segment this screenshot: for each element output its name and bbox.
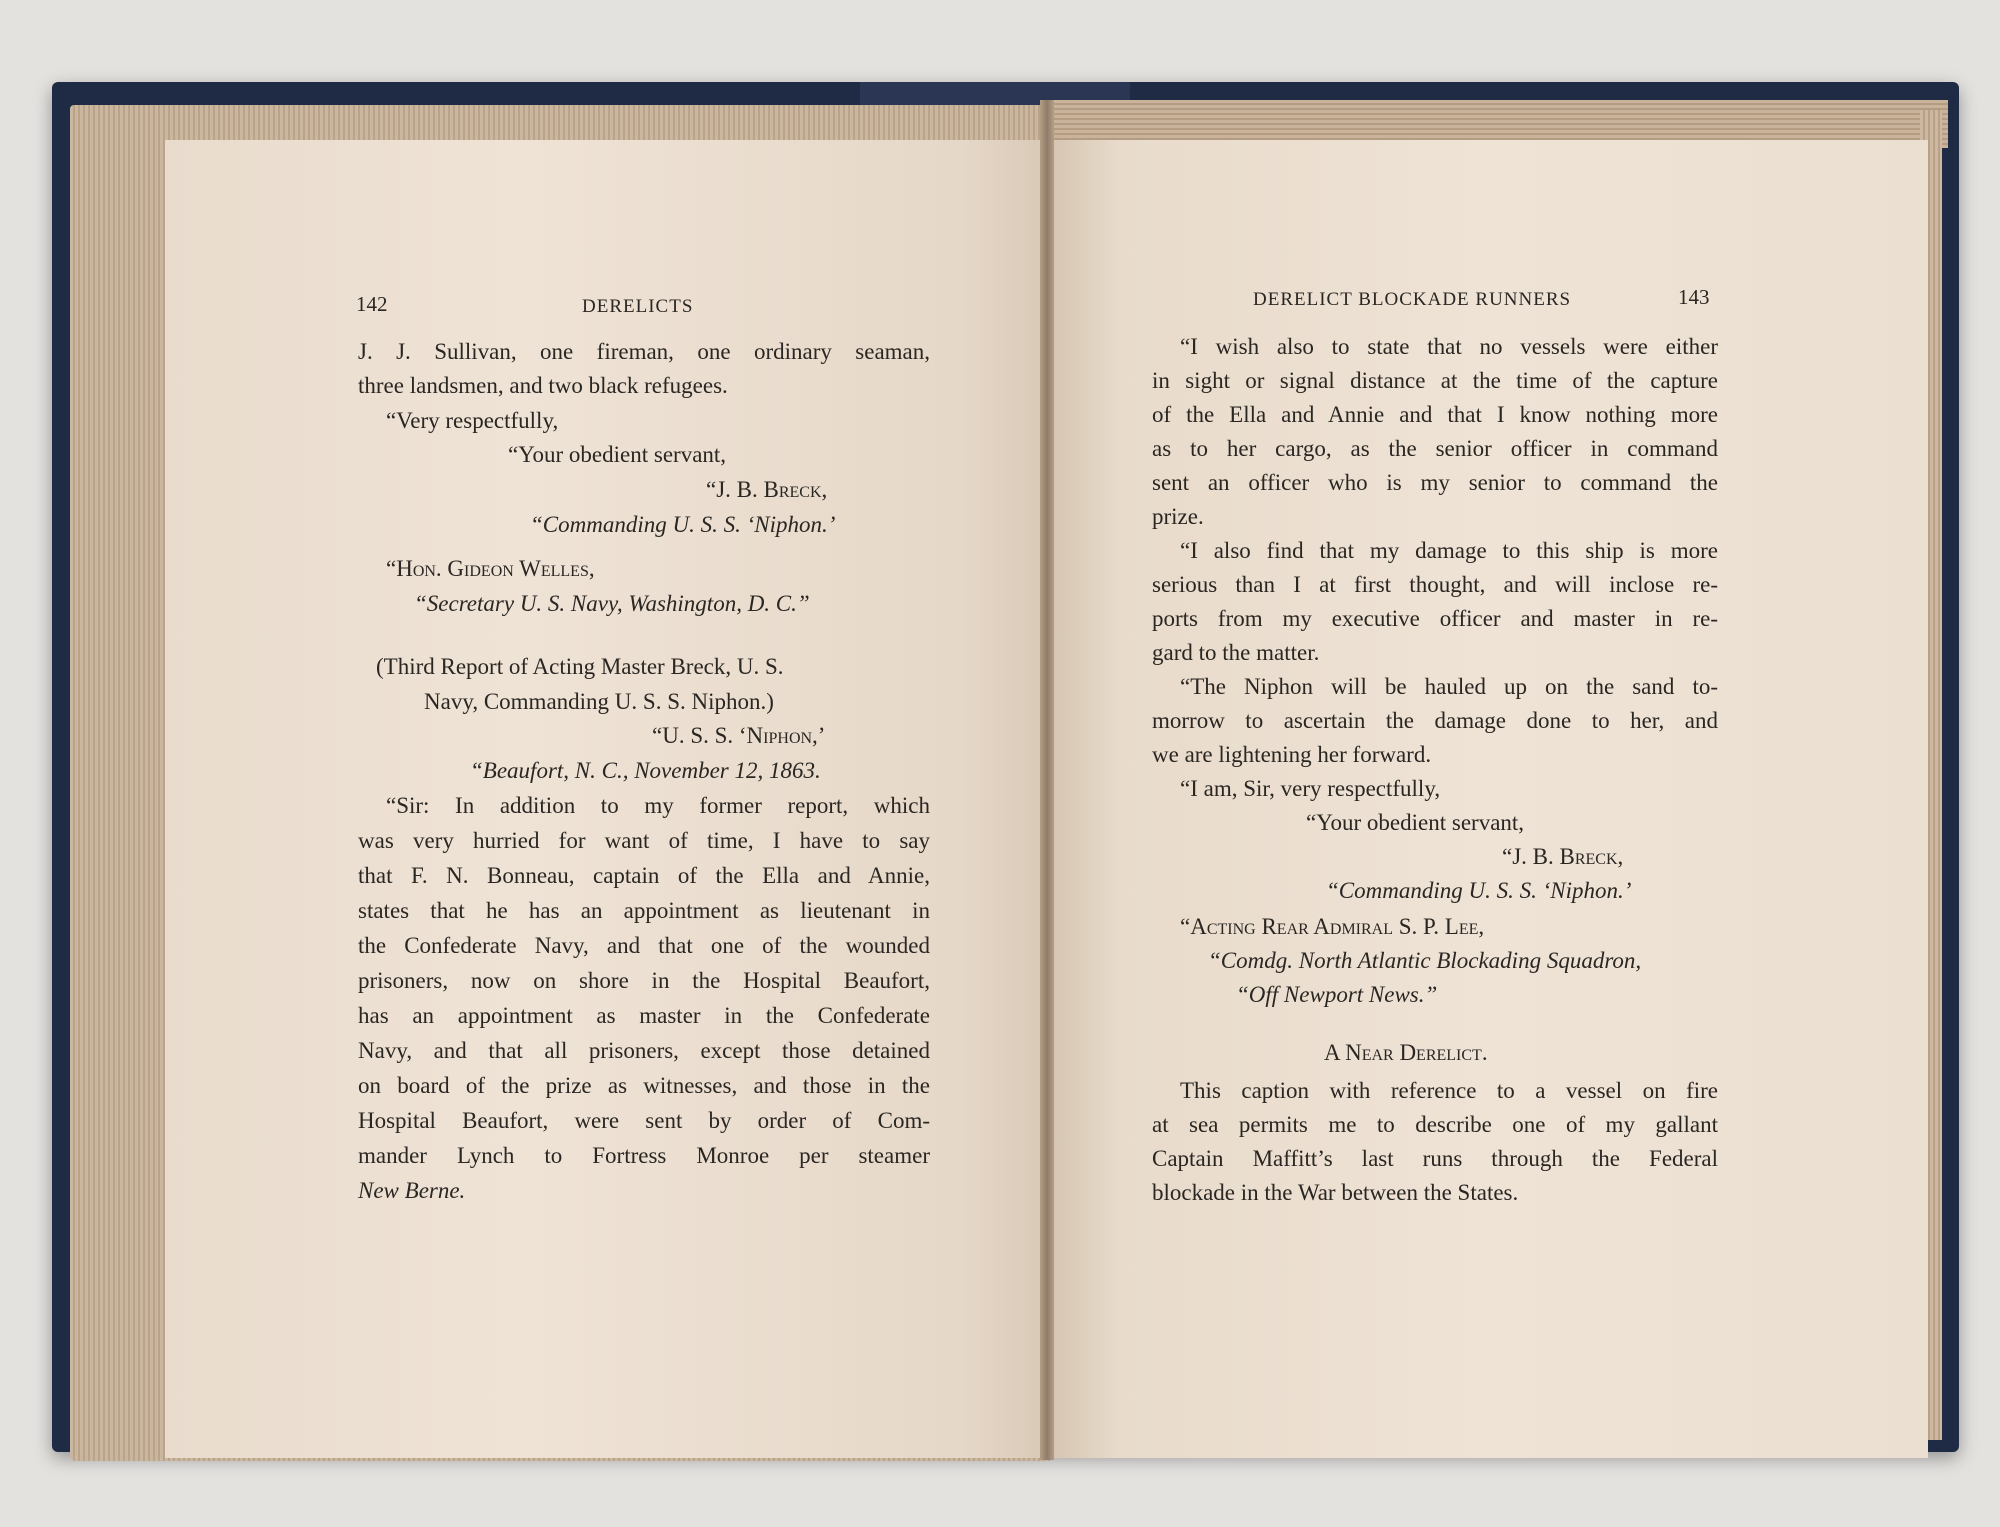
running-head-left: DERELICTS	[582, 296, 694, 317]
left-line-21: on board of the prize as witnesses, and those in the	[358, 1073, 930, 1098]
section-heading-a-near-derelict: A Near Derelict.	[1324, 1040, 1488, 1065]
right-line-11: “The Niphon will be hauled up on the sand to-	[1180, 674, 1718, 699]
left-line-22: Hospital Beaufort, were sent by order of Com-	[358, 1108, 930, 1133]
left-line-11: “U. S. S. ‘Niphon,’	[652, 723, 826, 748]
right-line-9: ports from my executive officer and master in re-	[1152, 606, 1718, 631]
right-line-12: morrow to ascertain the damage done to her, and	[1152, 708, 1718, 733]
left-line-3: “Very respectfully,	[386, 408, 559, 433]
left-line-7: “Hon. Gideon Welles,	[386, 556, 595, 581]
left-line-4: “Your obedient servant,	[508, 442, 727, 467]
left-line-19: has an appointment as master in the Confederate	[358, 1003, 930, 1028]
left-line-18: prisoners, now on shore in the Hospital Beaufort,	[358, 968, 930, 993]
left-line-23: mander Lynch to Fortress Monroe per steamer	[358, 1143, 930, 1168]
right-line-22: This caption with reference to a vessel on fire	[1180, 1078, 1718, 1103]
right-line-23: at sea permits me to describe one of my gallant	[1152, 1112, 1718, 1137]
left-line-6: “Commanding U. S. S. ‘Niphon.’	[530, 512, 836, 537]
left-line-20: Navy, and that all prisoners, except those detained	[358, 1038, 930, 1063]
right-line-10: gard to the matter.	[1152, 640, 1320, 665]
right-line-14: “I am, Sir, very respectfully,	[1180, 776, 1441, 801]
right-line-3: of the Ella and Annie and that I know nothing more	[1152, 402, 1718, 427]
page-number-right: 143	[1678, 285, 1710, 309]
running-head-right: DERELICT BLOCKADE RUNNERS	[1253, 289, 1572, 310]
right-line-24: Captain Maffitt’s last runs through the Federal	[1152, 1146, 1718, 1171]
page-number-left: 142	[356, 292, 388, 316]
left-line-16: states that he has an appointment as lieutenant in	[358, 898, 930, 923]
right-line-5: sent an officer who is my senior to command the	[1152, 470, 1718, 495]
right-line-20: “Off Newport News.”	[1236, 982, 1438, 1007]
left-line-10: Navy, Commanding U. S. S. Niphon.)	[424, 689, 774, 714]
left-line-24: New Berne.	[358, 1178, 466, 1203]
right-line-13: we are lightening her forward.	[1152, 742, 1432, 767]
left-line-13: “Sir: In addition to my former report, which	[386, 793, 930, 818]
right-line-2: in sight or signal distance at the time of the capture	[1152, 368, 1718, 393]
right-line-25: blockade in the War between the States.	[1152, 1180, 1519, 1205]
left-line-1: J. J. Sullivan, one fireman, one ordinary seaman,	[358, 339, 930, 364]
left-line-12: “Beaufort, N. C., November 12, 1863.	[470, 758, 821, 783]
right-line-8: serious than I at first thought, and will inclose re-	[1152, 572, 1718, 597]
left-line-9: (Third Report of Acting Master Breck, U. S.	[376, 654, 784, 679]
right-line-16: “J. B. Breck,	[1502, 844, 1624, 869]
left-line-5: “J. B. Breck,	[706, 477, 828, 502]
right-line-18: “Acting Rear Admiral S. P. Lee,	[1180, 914, 1485, 939]
right-line-7: “I also find that my damage to this ship is more	[1180, 538, 1718, 563]
right-line-19: “Comdg. North Atlantic Blockading Squadron,	[1208, 948, 1642, 973]
book-gutter	[1040, 100, 1054, 1460]
right-line-4: as to her cargo, as the senior officer in command	[1152, 436, 1718, 461]
right-line-1: “I wish also to state that no vessels were either	[1180, 334, 1718, 359]
right-line-6: prize.	[1152, 504, 1204, 529]
right-line-15: “Your obedient servant,	[1306, 810, 1525, 835]
left-line-15: that F. N. Bonneau, captain of the Ella and Annie,	[358, 863, 930, 888]
left-line-14: was very hurried for want of time, I have to say	[358, 828, 930, 853]
left-line-8: “Secretary U. S. Navy, Washington, D. C.”	[414, 591, 810, 616]
left-line-2: three landsmen, and two black refugees.	[358, 373, 728, 398]
right-line-17: “Commanding U. S. S. ‘Niphon.’	[1326, 878, 1632, 903]
left-line-17: the Confederate Navy, and that one of the wounded	[358, 933, 930, 958]
